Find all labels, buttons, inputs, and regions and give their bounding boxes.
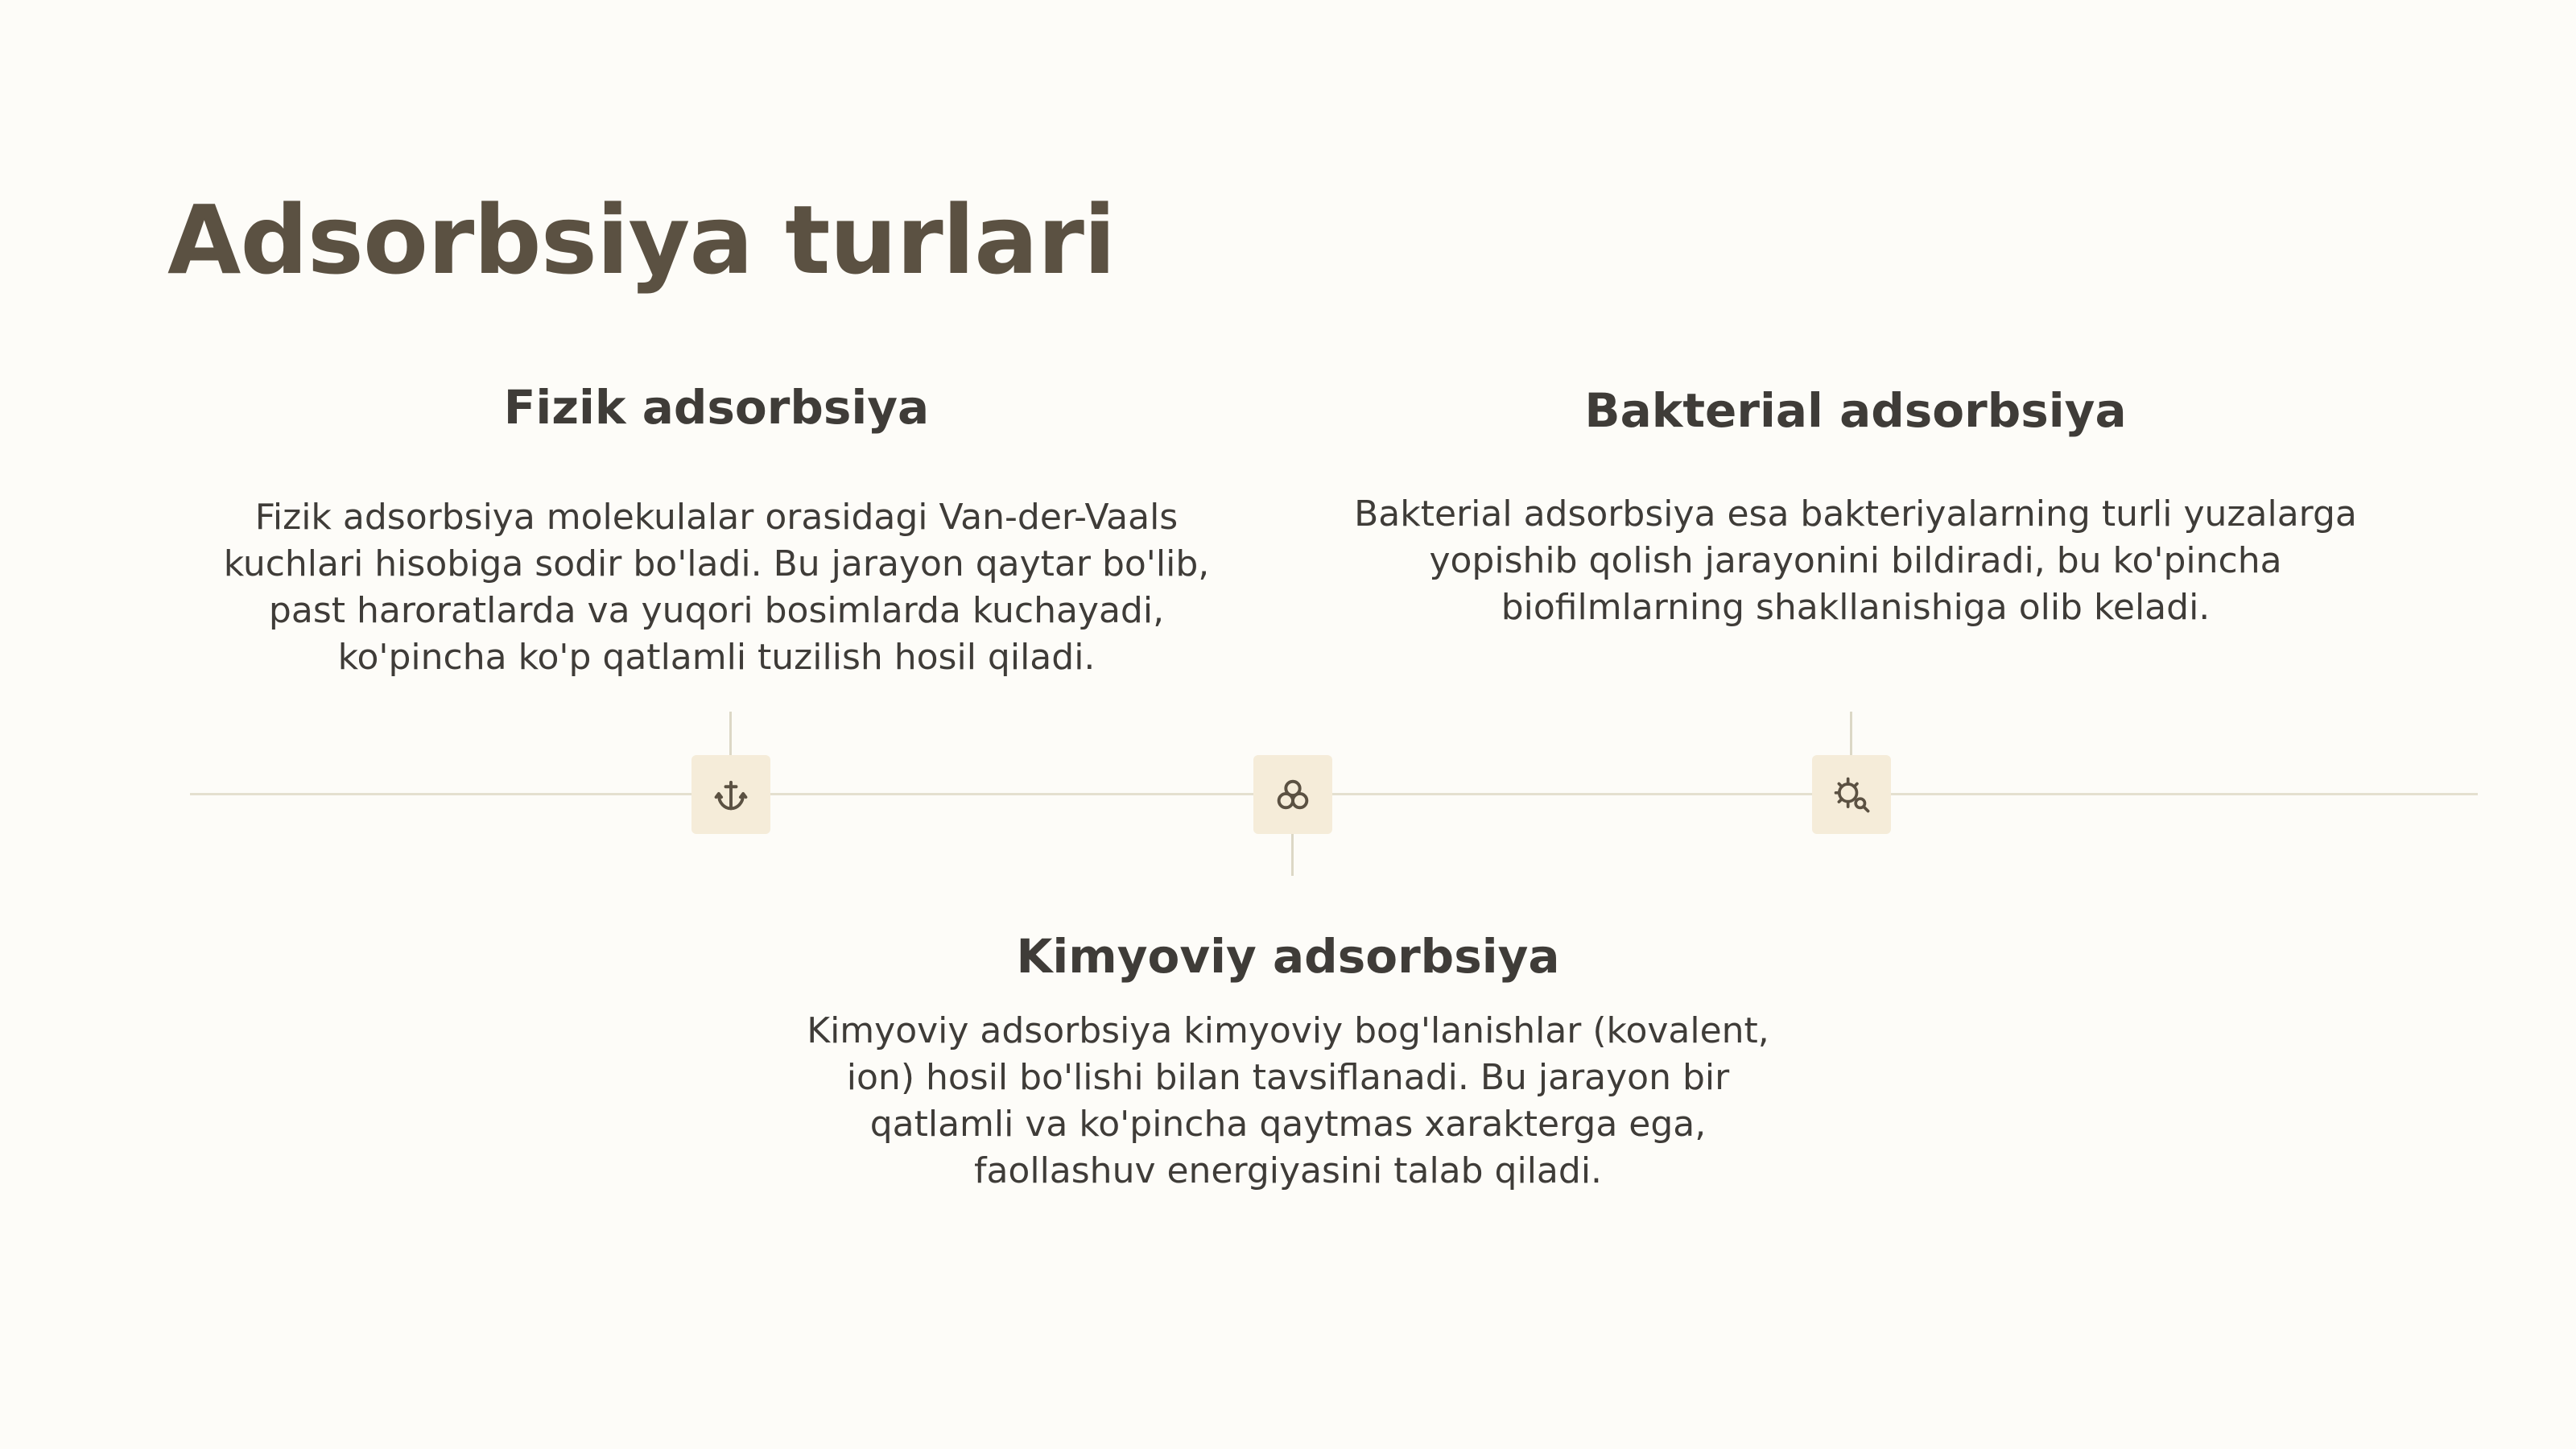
timeline-connector xyxy=(1291,832,1294,876)
card-kimyoviy xyxy=(765,924,1811,1195)
card-title-fizik: Fizik adsorbsiya xyxy=(503,380,930,435)
card-text-fizik: Fizik adsorbsiya molekulalar orasidagi Van-der-Vaals kuchlari hisobiga sodir bo'ladi. Bu jarayon qaytar bo'lib, past haroratlarda va yuqori bosimlarda kuchayadi, ko'pincha ko'p qatlamli tuzilish hosil qiladi. xyxy=(223,497,1210,678)
molecule-icon xyxy=(1272,774,1314,815)
timeline-connector xyxy=(1850,712,1852,755)
card-fizik xyxy=(177,375,1256,681)
card-title-kimyoviy: Kimyoviy adsorbsiya xyxy=(1016,929,1560,984)
card-bakterial xyxy=(1312,378,2399,631)
anchor-icon xyxy=(710,774,752,815)
timeline-node-kimyoviy xyxy=(1253,755,1332,834)
card-text-kimyoviy: Kimyoviy adsorbsiya kimyoviy bog'lanishlar (kovalent, ion) hosil bo'lishi bilan tavsiflanadi. Bu jarayon bir qatlamli va ko'pincha qaytmas xarakterga ega, faollashuv energiyasini talab qiladi. xyxy=(807,1010,1769,1191)
card-text-bakterial: Bakterial adsorbsiya esa bakteriyalarning turli yuzalarga yopishib qolish jarayonini bildiradi, bu ko'pincha biofilmlarning shakllanishiga olib keladi. xyxy=(1354,493,2357,628)
timeline-node-bakterial xyxy=(1812,755,1891,834)
timeline-line xyxy=(190,793,2478,795)
card-title-bakterial: Bakterial adsorbsiya xyxy=(1584,383,2127,438)
timeline-node-fizik xyxy=(691,755,770,834)
bacteria-search-icon xyxy=(1831,774,1872,815)
page-title: Adsorbsiya turlari xyxy=(167,184,1116,295)
timeline-connector xyxy=(729,712,732,755)
